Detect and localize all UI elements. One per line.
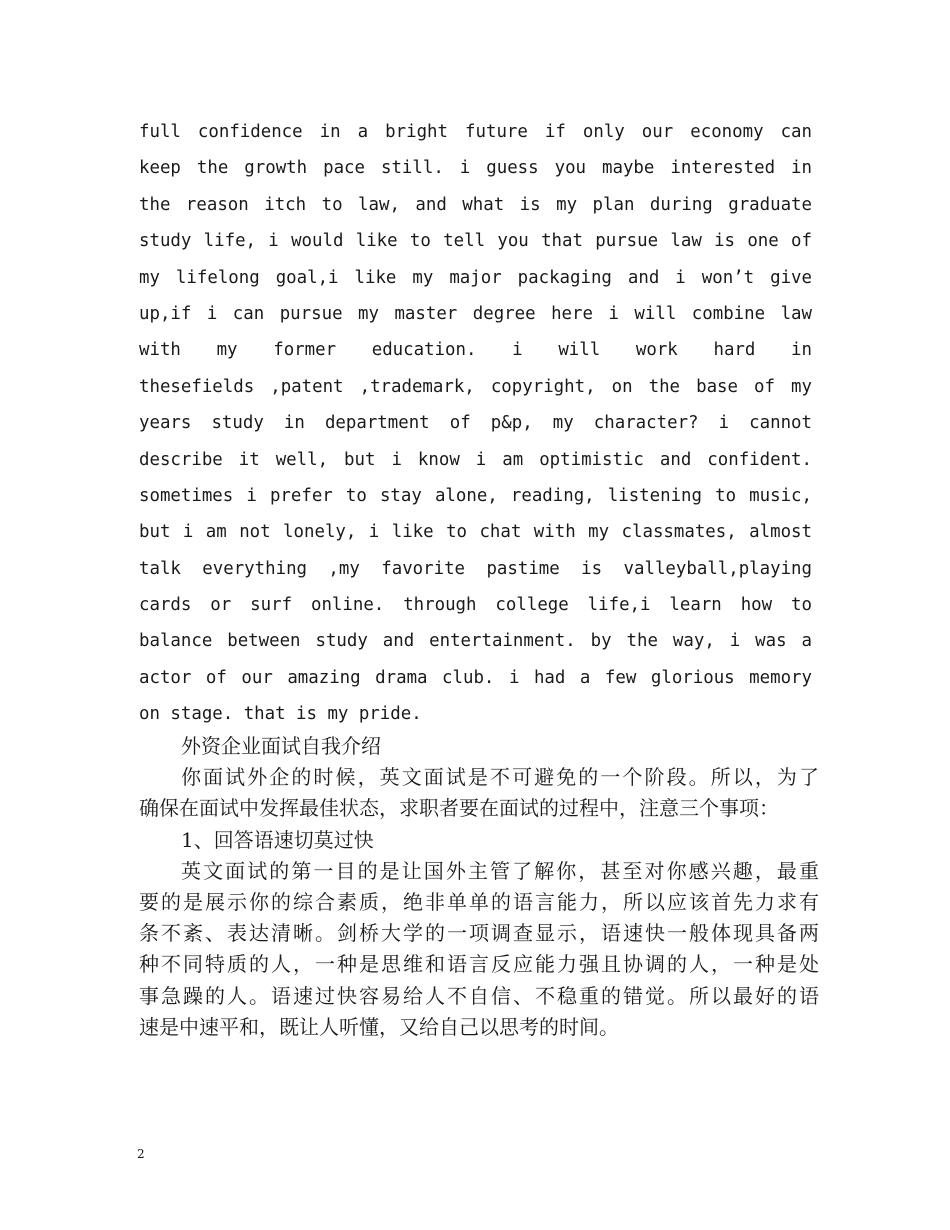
english-line: with my former education. i will work hard in bbox=[139, 340, 812, 361]
english-line: years study in department of p&p, my character? i cannot bbox=[139, 413, 812, 434]
english-line: my lifelong goal,i like my major packaging and i won’t give bbox=[139, 267, 812, 288]
section-heading: 外资企业面试自我介绍 bbox=[181, 734, 381, 758]
point-body-line: 种不同特质的人，一种是思维和语言反应能力强且协调的人，一种是处 bbox=[139, 952, 819, 977]
english-line: up,if i can pursue my master degree here i will combine law bbox=[139, 303, 812, 324]
point-body-line: 英文面试的第一目的是让国外主管了解你，甚至对你感兴趣，最重 bbox=[181, 858, 819, 883]
english-line: balance between study and entertainment. by the way, i was a bbox=[139, 631, 812, 652]
english-line: on stage. that is my pride. bbox=[139, 704, 422, 725]
english-line: full confidence in a bright future if only our economy can bbox=[139, 122, 812, 142]
english-line: cards or surf online. through college life,i learn how to bbox=[139, 595, 812, 616]
english-line: describe it well, but i know i am optimistic and confident. bbox=[139, 449, 812, 470]
point-body-line: 要的是展示你的综合素质，绝非单单的语言能力，所以应该首先力求有 bbox=[139, 889, 819, 914]
point-body-line: 事急躁的人。语速过快容易给人不自信、不稳重的错觉。所以最好的语 bbox=[139, 983, 819, 1008]
point-body-line: 速是中速平和，既让人听懂，又给自己以思考的时间。 bbox=[139, 1014, 619, 1039]
english-line: actor of our amazing drama club. i had a few glorious memory bbox=[139, 667, 812, 688]
point-body-line: 条不紊、表达清晰。剑桥大学的一项调查显示，语速快一般体现具备两 bbox=[139, 921, 819, 946]
english-line: thesefields ,patent ,trademark, copyright, on the base of my bbox=[139, 376, 812, 397]
english-line: sometimes i prefer to stay alone, reading, listening to music, bbox=[139, 485, 812, 506]
english-line: the reason itch to law, and what is my plan during graduate bbox=[139, 194, 812, 215]
intro-line: 确保在面试中发挥最佳状态，求职者要在面试的过程中，注意三个事项： bbox=[139, 796, 779, 821]
intro-line: 你面试外企的时候，英文面试是不可避免的一个阶段。所以，为了 bbox=[181, 765, 819, 790]
english-line: but i am not lonely, i like to chat with my classmates, almost bbox=[139, 522, 812, 543]
english-paragraph bbox=[139, 114, 812, 733]
english-line: keep the growth pace still. i guess you maybe interested in bbox=[139, 158, 812, 179]
chinese-section bbox=[139, 731, 819, 1043]
english-line: talk everything ,my favorite pastime is valleyball,playing bbox=[139, 558, 812, 579]
point-title: 1、回答语速切莫过快 bbox=[181, 827, 374, 852]
page-number: 2 bbox=[137, 1147, 145, 1161]
english-line: study life, i would like to tell you that pursue law is one of bbox=[139, 231, 812, 252]
